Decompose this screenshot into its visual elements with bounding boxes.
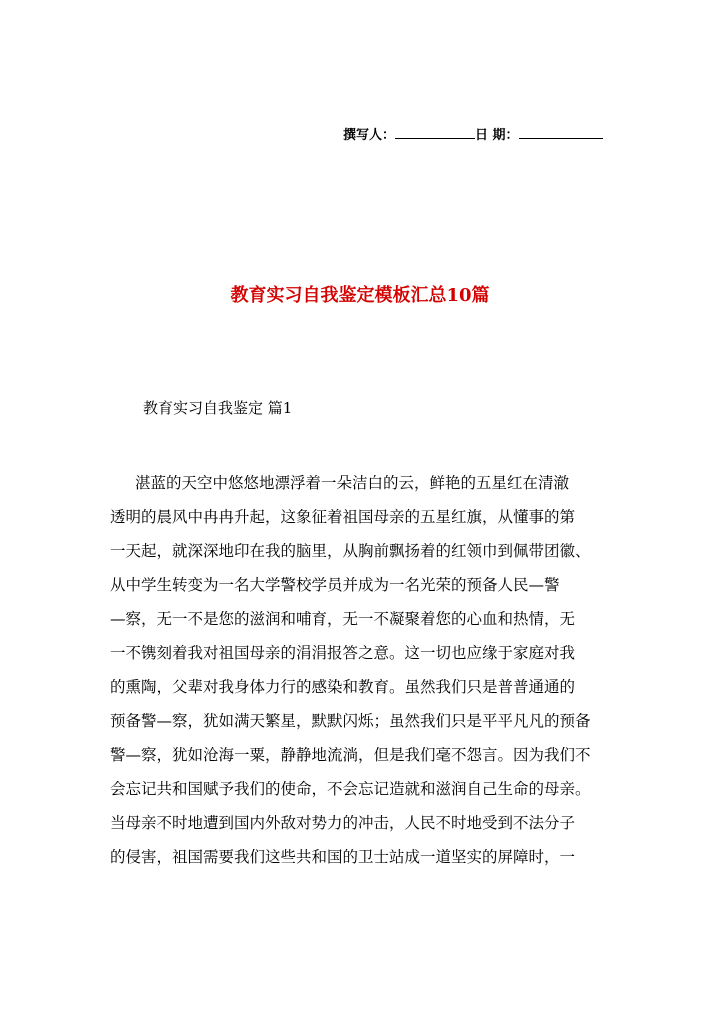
body-line: 会忘记共和国赋予我们的使命，不会忘记造就和滋润自己生命的母亲。 <box>110 780 591 798</box>
body-line: —察，无一不是您的滋润和哺育，无一不凝聚着您的心血和热情，无 <box>110 610 576 628</box>
body-line: 透明的晨风中冉冉升起，这象征着祖国母亲的五星红旗，从懂事的第 <box>110 508 576 526</box>
body-line: 警—察，犹如沧海一粟，静静地流淌，但是我们毫不怨言。因为我们不 <box>110 746 591 764</box>
date-label: 日 期： <box>475 128 519 143</box>
date-blank <box>519 124 603 139</box>
body-line: 预备警—察，犹如满天繁星，默默闪烁；虽然我们只是平平凡凡的预备 <box>110 712 591 730</box>
author-blank <box>395 124 475 139</box>
body-line: 的侵害，祖国需要我们这些共和国的卫士站成一道坚实的屏障时，一 <box>110 848 576 866</box>
body-line: 从中学生转变为一名大学警校学员并成为一名光荣的预备人民—警 <box>110 576 560 594</box>
body-line: 一天起，就深深地印在我的脑里，从胸前飘扬着的红领巾到佩带团徽、 <box>110 542 591 560</box>
author-date-line <box>343 124 603 146</box>
section-heading: 教育实习自我鉴定 篇1 <box>143 399 293 417</box>
body-paragraph <box>110 466 610 874</box>
author-label: 撰写人： <box>343 128 396 143</box>
body-line: 当母亲不时地遭到国内外敌对势力的冲击，人民不时地受到不法分子 <box>110 814 576 832</box>
body-line: 湛蓝的天空中悠悠地漂浮着一朵洁白的云，鲜艳的五星红在清澈 <box>135 474 570 492</box>
document-title: 教育实习自我鉴定模板汇总10篇 <box>230 285 490 306</box>
body-line: 一不镌刻着我对祖国母亲的涓涓报答之意。这一切也应缘于家庭对我 <box>110 644 576 662</box>
body-line: 的熏陶，父辈对我身体力行的感染和教育。虽然我们只是普普通通的 <box>110 678 576 696</box>
